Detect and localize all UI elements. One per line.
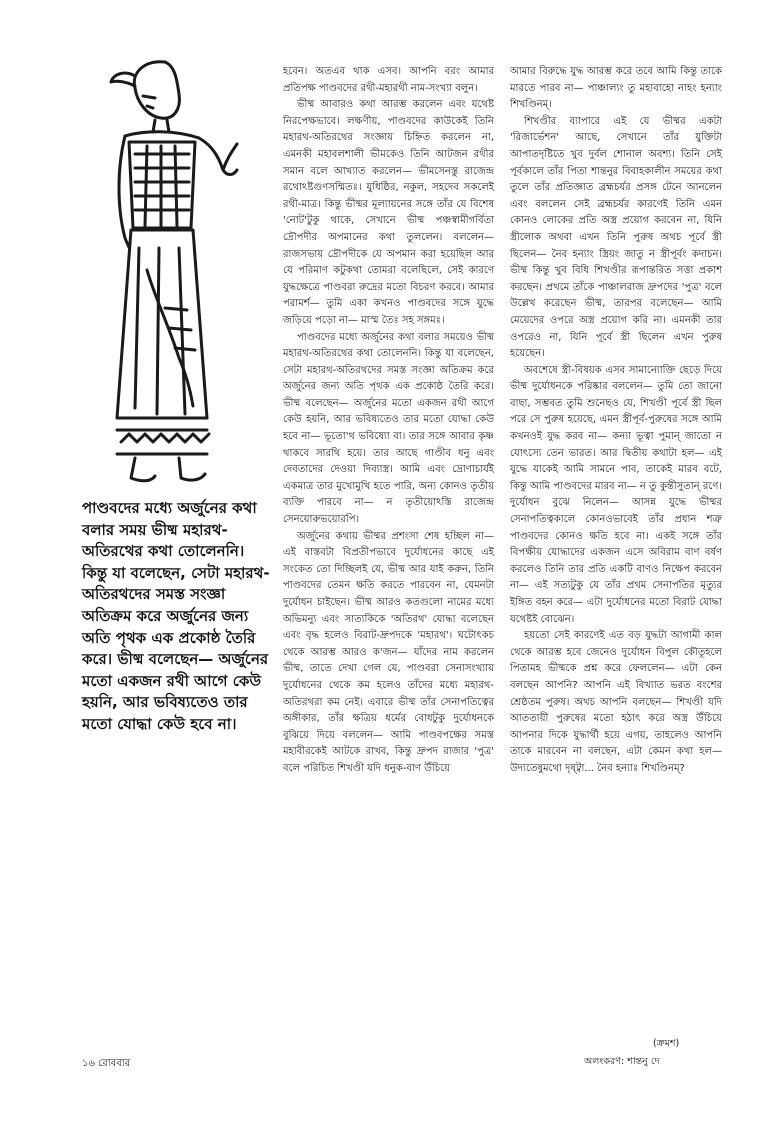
paragraph: পাণ্ডবদের মধ্যে অর্জুনের কথা বলার সময়েও ভীষ্ম মহারথ-অতিরথের কথা তোলেননি। কিন্তু যা বলেছেন, সেটা মহারথ-অতিরথদের সমস্ত সংজ্ঞা অতিক্রম করে অর্জুনের জন্য অতি পৃথক এক প্রকোষ্ঠ তৈরি করে। ভীষ্ম বলেছেন— অর্জুনের মতো একজন রথী আগে কেউ হয়নি, আর ভবিষ্যতেও তার মতো যোদ্ধা কেউ হবে না— ভূতো'থ ভবিষ্যো বা। তার সঙ্গে আবার কৃষ্ণ থাকবে সারথি হয়ে। তার আছে গাণ্ডীব ধনু এবং দেবতাদের দেওয়া দিব্যাস্ত্র। আমি এবং দ্রোণাচার্যই একমাত্র তার মুখোমুখি হতে পারি, অন্য কোনও তৃতীয় ব্যক্তি পারবে না— ন তৃতীয়োঽস্তি রাজেন্দ্র সেনয়োরুভয়োরপি। <box>283 331 494 526</box>
article-column-1 <box>283 64 494 778</box>
paragraph: অবশেষে স্ত্রী-বিষয়ক এসব সামান্যোক্তি ছেড়ে দিয়ে ভীষ্ম দুর্যোধনকে পরিষ্কার বললেন— তুমি তো জানো বাছা, সম্ভবত তুমি শুনেছও যে, শিখণ্ডী পূর্বে স্ত্রী ছিল পরে সে পুরুষ হয়েছে, এমন স্ত্রীপূর্ব-পুরুষের সঙ্গে আমি কখনওই যুদ্ধ করব না— কন্যা ভূত্বা পুমান্ জাতো ন যোৎস্যে তেন ভারত। আর দ্বিতীয় কথাটা হল— এই যুদ্ধে যাকেই আমি সামনে পাব, তাকেই মারব বটে, কিন্তু আমি পাণ্ডবদের মারব না— ন তু কুন্তীসুতান্ রণে। দুর্যোধন বুঝে নিলেন— আসন্ন যুদ্ধে ভীষ্মর সেনাপতিত্বকালে কোনওভাবেই তাঁর প্রধান শত্রু পাণ্ডবদের কোনও ক্ষতি হবে না। একই সঙ্গে তাঁর বিপক্ষীয় যোদ্ধাদের একজন এসে অবিরাম বাণ বর্ষণ করলেও তিনি তার প্রতি একটি বাণও নিক্ষেপ করবেন না— এই সত্যটুকু যে তাঁর প্রথম সেনাপতির মৃত্যুর ইঙ্গিত বহন করে— এটা দুর্যোধনের মতো বিরাট যোদ্ধা যথেষ্টই বোঝেন। <box>510 364 722 625</box>
paragraph: শিখণ্ডীর ব্যাপারে এই যে ভীষ্মর একটা 'রিজার্ভেশন' আছে, সেখানে তাঁর যুক্তিটা আপাতদৃষ্টিতে খুব দুর্বল শোনাল অবশ্য। তিনি সেই পূর্বকালে তাঁর পিতা শান্তনুর বিবাহকালীন সময়ের কথা তুলে তাঁর প্রতিজ্ঞাত ব্রহ্মচর্যর প্রসঙ্গ টেনে আনলেন এবং বললেন সেই ব্রহ্মচর্যর কারণেই তিনি এমন কোনও লোকের প্রতি অস্ত্র প্রয়োগ করবেন না, যিনি স্ত্রীলোক অথবা এখন তিনি পুরুষ অথচ পূর্বে স্ত্রী ছিলেন— নৈব হন্যাং স্ত্রিয়ং জাতু ন স্ত্রীপূর্বং কদাচন। ভীষ্ম কিন্তু খুব বিধি শিখণ্ডীর রূপান্তরিত সত্তা প্রকাশ করছেন। প্রথমে তাঁকে পাঞ্চালরাজ দ্রুপদের 'পুত্র' বলে উল্লেখ করেছেন ভীষ্ম, তারপর বলেছেন— আমি মেয়েদের ওপরে অস্ত্র প্রয়োগ করি না। এমনকী তার ওপরেও না, যিনি পূর্বে স্ত্রী ছিলেন এখন পুরুষ হয়েছেন। <box>510 115 722 360</box>
page-folio: ১৬ রোববার <box>82 1058 131 1069</box>
paragraph: আমার বিরুদ্ধে যুদ্ধ আরম্ভ করে তবে আমি কিন্তু তাকে মারতে পারব না— পাঞ্চাল্যং তু মহাবাহো নাহং হন্যাং শিখণ্ডিনম্‌। <box>510 66 722 111</box>
illustration <box>95 58 260 488</box>
pull-quote <box>82 498 270 736</box>
pull-quote-text: পাণ্ডবদের মধ্যে অর্জুনের কথা বলার সময় ভীষ্ম মহারথ-অতিরথের কথা তোলেননি। কিন্তু যা বলেছেন, সেটা মহারথ-অতিরথদের সমস্ত সংজ্ঞা অতিক্রম করে অর্জুনের জন্য অতি পৃথক এক প্রকোষ্ঠ তৈরি করে। ভীষ্ম বলেছেন— অর্জুনের মতো একজন রথী আগে কেউ হয়নি, আর ভবিষ্যতেও তার মতো যোদ্ধা কেউ হবে না। <box>82 499 270 733</box>
paragraph: ভীষ্ম আবারও কথা আরম্ভ করলেন এবং যথেষ্ট নিরপেক্ষভাবে। লক্ষণীয়, পাণ্ডবদের কাউকেই তিনি মহারথ-অতিরথের সংজ্ঞায় চিহ্নিত করলেন না, এমনকী মহাবলশালী ভীমকেও তিনি আটজন রথীর সমান বলে আখ্যাত করলেন— ভীমসেনস্তু রাজেন্দ্র রথোঽষ্টগুণসম্মিতঃ। যুধিষ্ঠির, নকুল, সহদেব সকলেই রথী-মাত্র। কিন্তু ভীষ্মর মূল্যায়নের সঙ্গে তাঁর যে বিশেষ 'নোট'টুকু থাকে, সেখানে ভীষ্ম পঞ্চস্বামীগর্বিতা দ্রৌপদীর অপমানের কথা তুললেন। বললেন— রাজসভায় দ্রৌপদীকে যে অপমান করা হয়েছিল আর যে পরিমাণ কটুকথা তোমরা বলেছিলে, সেই কারণে যুদ্ধক্ষেত্রে পাণ্ডবরা রুদ্রের মতো বিচরণ করবে। আমার পরামর্শ— তুমি একা কখনও পাণ্ডবদের সঙ্গে যুদ্ধে জড়িয়ে পড়ো না— মাস্ম তৈঃ সহ সঙ্গমঃ। <box>283 99 494 326</box>
article-column-2 <box>510 64 722 778</box>
paragraph: অর্জুনের কথায় ভীষ্মর প্রশংসা শেষ হচ্ছিল না— এই বাস্তবটা বিপ্রতীপভাবে দুর্যোধনের কাছে এই সংকেত তো দিচ্ছিলই যে, ভীষ্ম আর যাই করুন, তিনি পাণ্ডবদের তেমন ক্ষতি করতে পারবেন না, যেমনটা দুর্যোধন চাইছেন। ভীষ্ম আরও কতগুলো নামের মধ্যে অভিমন্যু এবং সাত্যকিকে 'অতিরথ' যোদ্ধা বলেছেন এবং বৃদ্ধ হলেও বিরাট-দ্রুপদকে 'মহারথ'। ঘটোৎকচ থেকে আরম্ভ আরও ক'জন— যাঁদের নাম করলেন ভীষ্ম, তাতে দেখা গেল যে, পাণ্ডবরা সেনাসংখ্যায় দুর্যোধনের থেকে কম হলেও তাঁদের মধ্যে মহারথ-অতিরথরা কম নেই। এবারে ভীষ্ম তাঁর সেনাপতিত্বের অঙ্গীকার, তাঁর ক্ষত্রিয় ধর্মের বোধটুকু দুর্যোধনকে বুঝিয়ে দিয়ে বললেন— আমি পাণ্ডবপক্ষের সমস্ত মহাবীরকেই আটকে রাখব, কিন্তু দ্রুপদ রাজার 'পুত্র' বলে পরিচিত শিখণ্ডী যদি ধনুক-বাণ উঁচিয়ে <box>283 530 494 774</box>
paragraph: হয়তো সেই কারণেই এত বড় যুদ্ধটা আগামী কাল থেকে আরম্ভ হবে জেনেও দুর্যোধন বিপুল কৌতূহলে পিতামহ ভীষ্মকে প্রশ্ন করে ফেললেন— এটা কেন বলছেন আপনি? আপনি এই বিখ্যাত ভরত বংশের শ্রেষ্ঠতম পুরুষ। অথচ আপনি বলছেন— শিখণ্ডী যদি আততায়ী পুরুষের মতো হঠাৎ করে অস্ত্র উঁচিয়ে আপনার দিকে যুদ্ধার্থী হয়ে এগয়, তাহলেও আপনি তাকে মারবেন না বলছেন, এটা কেমন কথা হল— উদ্যতেষুমথো দৃষ্ট্বা... নৈব হন্যাঃ শিখণ্ডিনম্‌? <box>510 630 722 774</box>
continued-note: (ক্রমশ) <box>653 1038 680 1049</box>
illustration-credit: অলংকরণ: শান্তনু দে <box>584 1056 660 1067</box>
paragraph: হবেন। অতএব থাক এসব। আপনি বরং আমার প্রতিপক্ষ পাণ্ডবদের রথী-মহারথী নাম-সংখ্যা বলুন। <box>283 66 494 94</box>
standing-figure-illustration <box>95 58 260 488</box>
